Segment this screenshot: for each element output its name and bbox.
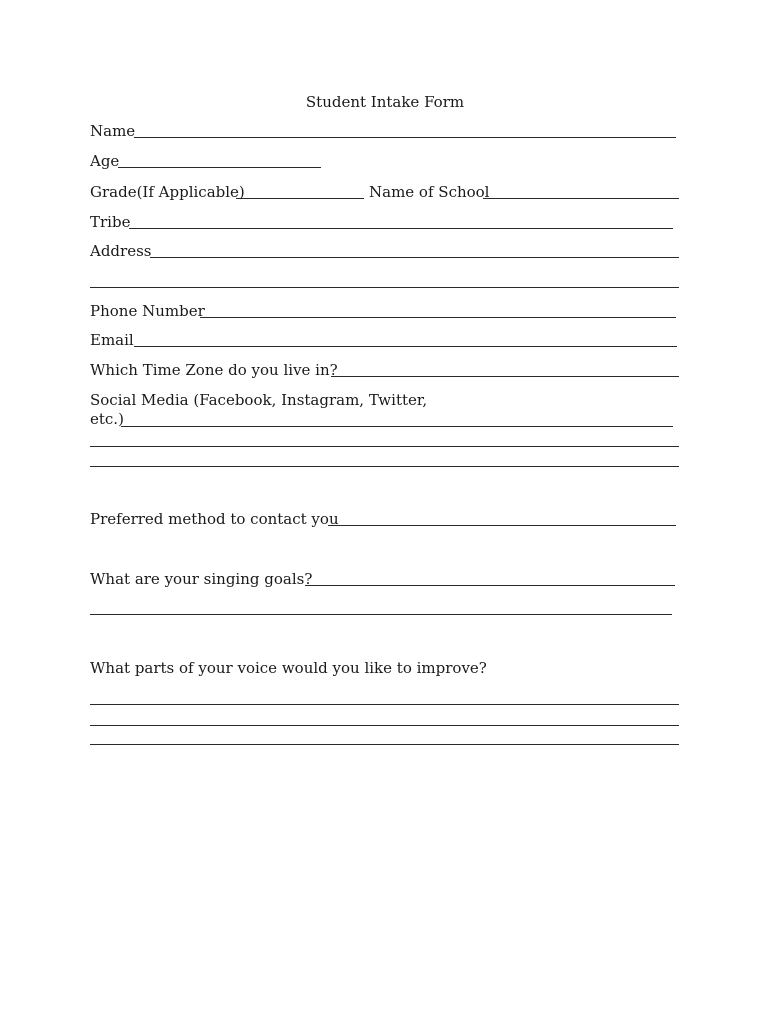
name-label: Name bbox=[90, 122, 136, 140]
school-label: Name of School bbox=[369, 183, 490, 201]
timezone-field-line[interactable] bbox=[331, 376, 679, 377]
email-label: Email bbox=[90, 331, 134, 349]
grade-label: Grade(If Applicable) bbox=[90, 183, 245, 201]
voice-improve-field-line[interactable] bbox=[90, 704, 679, 705]
singing-goals-label: What are your singing goals? bbox=[90, 570, 313, 588]
voice-improve-field-line-3[interactable] bbox=[90, 744, 679, 745]
address-label: Address bbox=[90, 242, 152, 260]
voice-improve-field-line-2[interactable] bbox=[90, 725, 679, 726]
address-field-line-2[interactable] bbox=[90, 287, 679, 288]
voice-improve-label: What parts of your voice would you like to improve? bbox=[90, 659, 487, 677]
contact-method-label: Preferred method to contact you bbox=[90, 510, 339, 528]
tribe-label: Tribe bbox=[90, 213, 131, 231]
form-title: Student Intake Form bbox=[305, 93, 465, 111]
email-field-line[interactable] bbox=[134, 346, 677, 347]
phone-label: Phone Number bbox=[90, 302, 205, 320]
phone-field-line[interactable] bbox=[200, 317, 676, 318]
tribe-field-line[interactable] bbox=[129, 228, 673, 229]
singing-goals-field-line[interactable] bbox=[305, 585, 675, 586]
social-media-label-cont: etc.) bbox=[90, 410, 124, 428]
address-field-line[interactable] bbox=[150, 257, 679, 258]
school-field-line[interactable] bbox=[483, 198, 679, 199]
name-field-line[interactable] bbox=[134, 137, 676, 138]
grade-field-line[interactable] bbox=[236, 198, 364, 199]
social-media-field-line-3[interactable] bbox=[90, 466, 679, 467]
age-field-line[interactable] bbox=[118, 167, 321, 168]
contact-method-field-line[interactable] bbox=[328, 525, 676, 526]
timezone-label: Which Time Zone do you live in? bbox=[90, 361, 338, 379]
social-media-field-line[interactable] bbox=[121, 426, 673, 427]
age-label: Age bbox=[90, 152, 120, 170]
singing-goals-field-line-2[interactable] bbox=[90, 614, 672, 615]
social-media-field-line-2[interactable] bbox=[90, 446, 679, 447]
social-media-label: Social Media (Facebook, Instagram, Twitter, bbox=[90, 391, 428, 409]
